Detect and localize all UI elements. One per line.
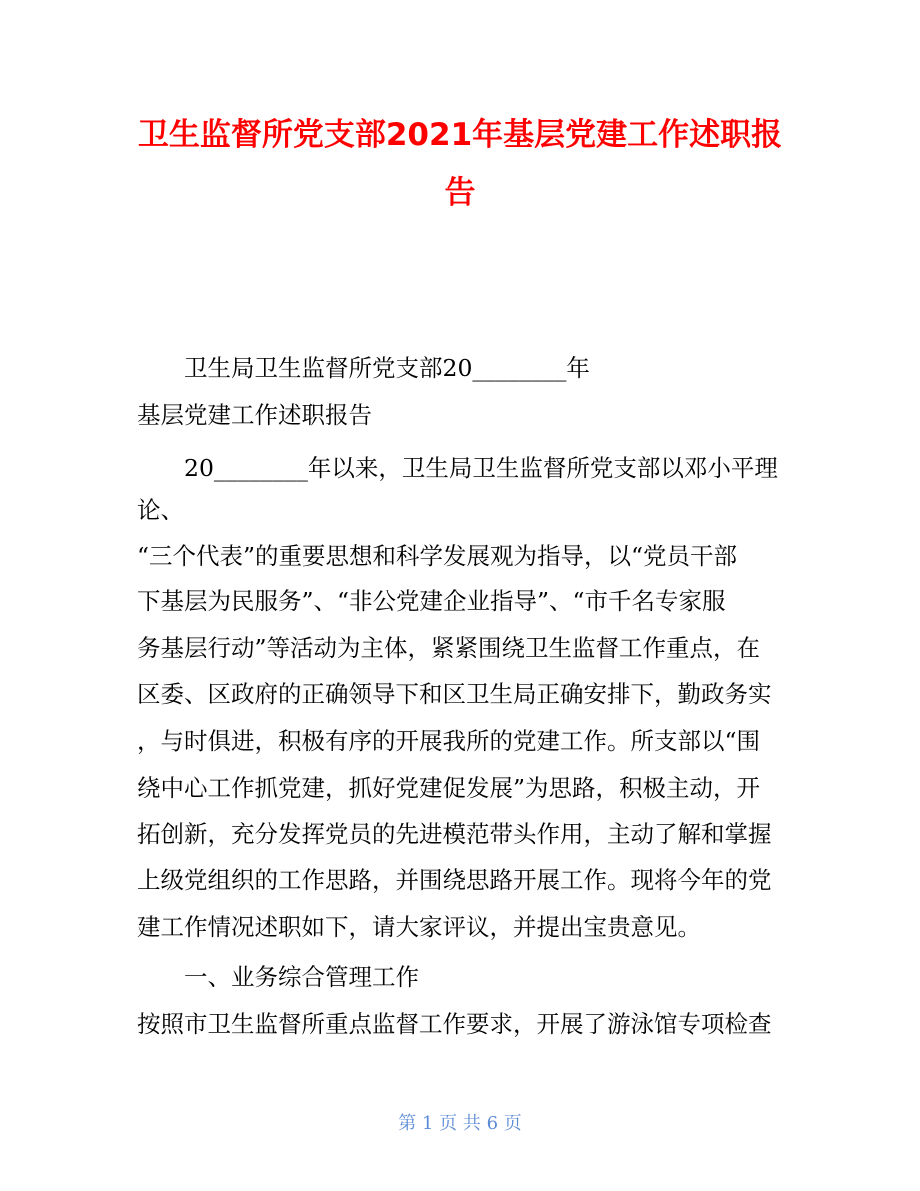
document-title-line-1: 卫生监督所党支部2021年基层党建工作述职报 bbox=[137, 117, 783, 153]
body-line: 按照市卫生监督所重点监督工作要求，开展了游泳馆专项检查 bbox=[137, 1010, 772, 1038]
document-title-line-2: 告 bbox=[444, 175, 476, 211]
body-line: 卫生局卫生监督所党支部20________年 bbox=[184, 354, 590, 382]
body-line: 上级党组织的工作思路，并围绕思路开展工作。现将今年的党 bbox=[137, 866, 772, 894]
body-line: 拓创新，充分发挥党员的先进模范带头作用，主动了解和掌握 bbox=[137, 820, 772, 848]
body-line: 论、 bbox=[137, 496, 184, 524]
body-line: 基层党建工作述职报告 bbox=[137, 401, 372, 429]
body-line: 务基层行动”等活动为主体，紧紧围绕卫生监督工作重点，在 bbox=[137, 634, 761, 662]
page-number-footer: 第 1 页 共 6 页 bbox=[398, 1113, 522, 1134]
section-heading: 一、业务综合管理工作 bbox=[184, 963, 419, 991]
body-line: 下基层为民服务”、“非公党建企业指导”、“市千名专家服 bbox=[137, 587, 726, 615]
body-line: ，与时俱进，积极有序的开展我所的党建工作。所支部以“围 bbox=[137, 727, 761, 755]
body-line: 建工作情况述职如下，请大家评议，并提出宝贵意见。 bbox=[137, 913, 701, 941]
body-line: “三个代表”的重要思想和科学发展观为指导，以“党员干部 bbox=[137, 542, 738, 570]
body-line: 20________年以来，卫生局卫生监督所党支部以邓小平理 bbox=[184, 454, 778, 482]
body-line: 区委、区政府的正确领导下和区卫生局正确安排下，勤政务实 bbox=[137, 680, 772, 708]
body-line: 绕中心工作抓党建，抓好党建促发展”为思路，积极主动，开 bbox=[137, 774, 761, 802]
